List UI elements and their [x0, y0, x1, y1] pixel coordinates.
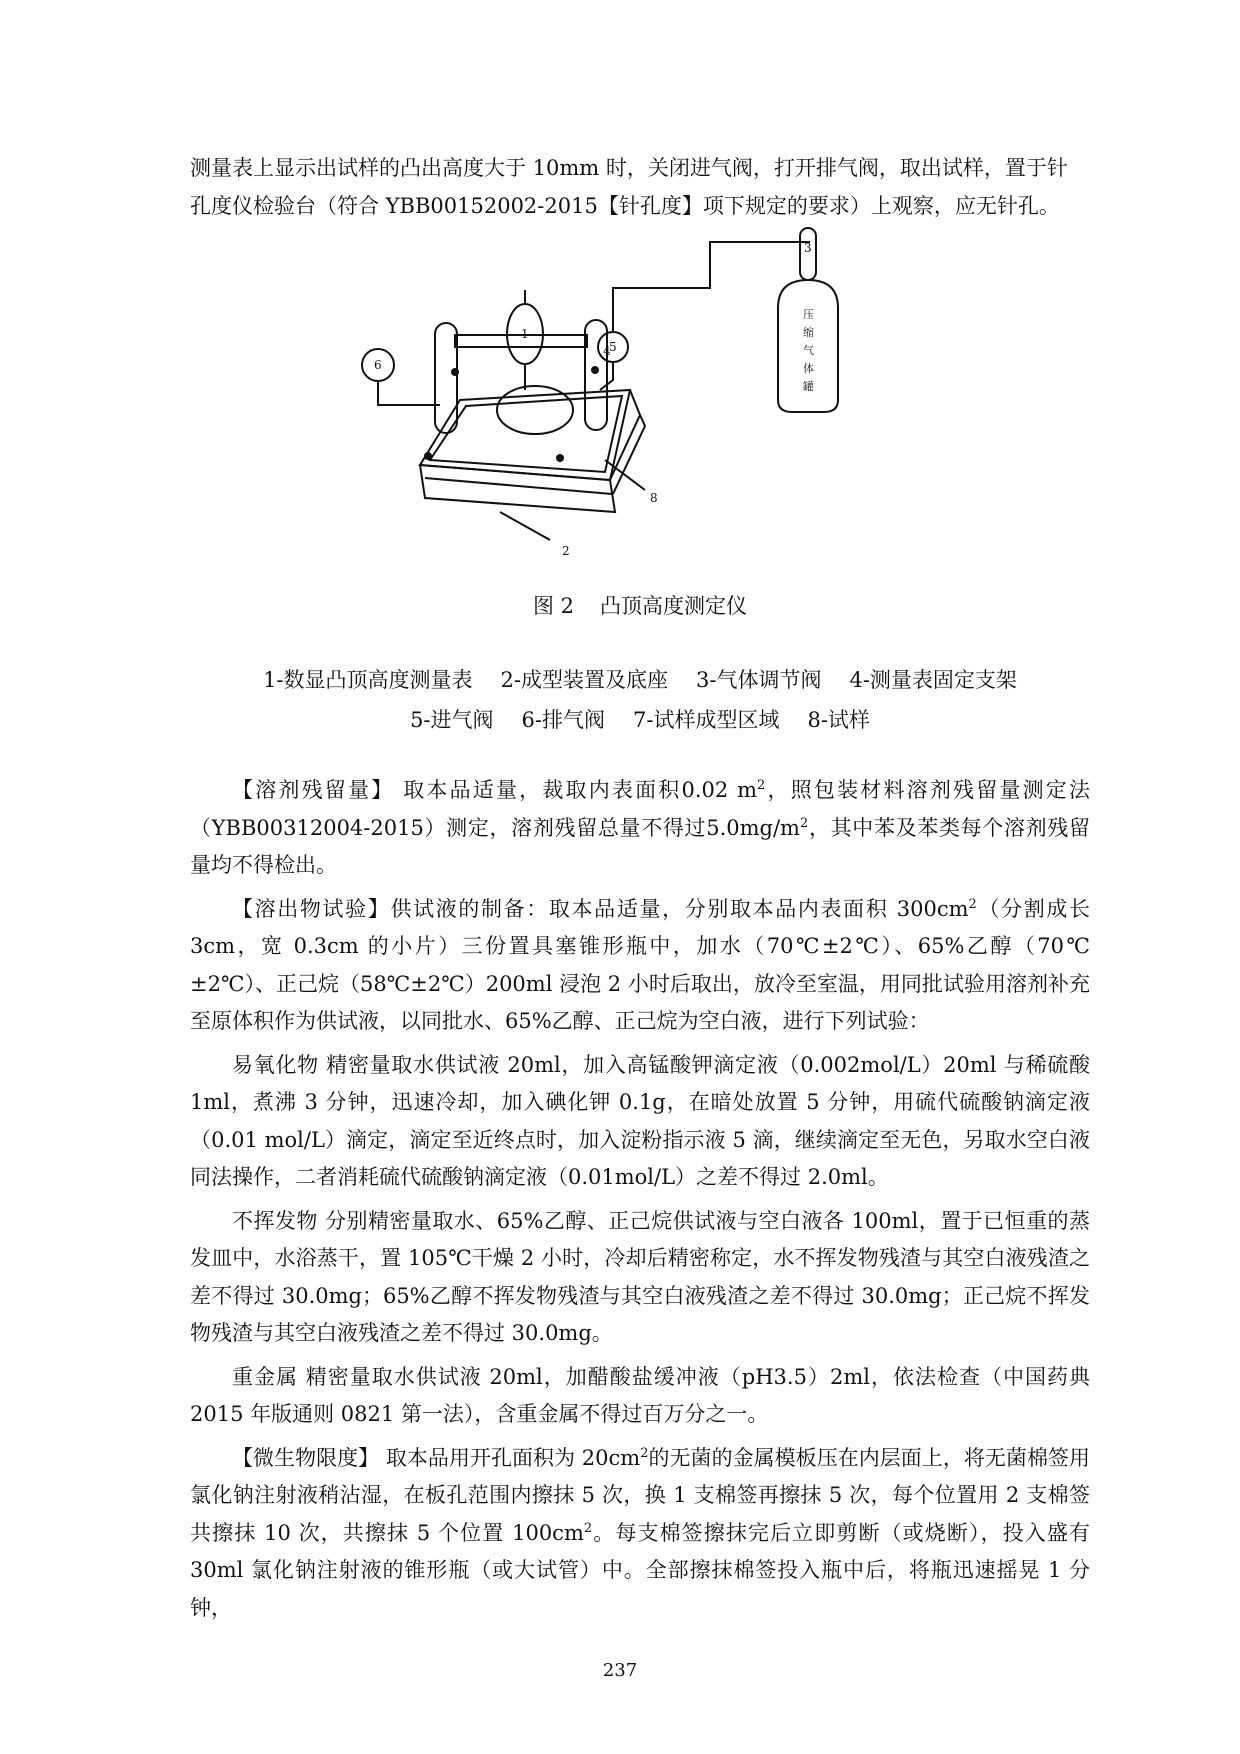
- solvent-text-d: ，其中苯及苯类每个溶剂残留量均: [190, 815, 1090, 877]
- legend-item: 3-气体调节阀: [696, 668, 822, 692]
- exhaust-pipe: [378, 381, 440, 405]
- heavy-metal-paragraph: 重金属 精密量取水供试液 20ml，加醋酸盐缓冲液（pH3.5）2ml，依法检查（中国药典 2015 年版通则 0821 第一法），含重金属不得过百万分之一。: [190, 1364, 1090, 1426]
- nonvolatile-paragraph: 不挥发物 分别精密量取水、65%乙醇、正己烷供试液与空白液各 100ml，置于已恒重的蒸发皿中，水浴蒸干，置 105℃干燥 2 小时，冷却后精密称定，水不挥发物残渣与其空白液残渣之差不得过 30.0mg；65%乙醇不挥发物残渣与其空白液残渣之差不得过 30.0mg；正己烷不挥发物残渣与其空白液残渣之差不得过 30.0mg。: [190, 1208, 1090, 1345]
- label-2: 2: [562, 544, 570, 558]
- oxidizable-paragraph: 易氧化物 精密量取水供试液 20ml，加入高锰酸钾滴定液（0.002mol/L）20ml 与稀硫酸 1ml，煮沸 3 分钟，迅速冷却，加入碘化钾 0.1g，在暗处放置 5 分钟，用硫代硫酸钠滴定液（0.01 mol/L）滴定，滴定至近终点时，加入淀粉指示液 5 滴，继续滴定至无色，另取水空白液同法操作，二者消耗硫代硫酸钠滴定液（0.01mol/L）之差不得过 2.0ml。: [190, 1052, 1090, 1189]
- legend-item: 8-试样: [807, 708, 870, 732]
- solvent-residue-paragraph: [190, 772, 1090, 885]
- apparatus-figure: [374, 241, 940, 570]
- label-1: 1: [521, 327, 529, 341]
- solvent-text-e: 不得检出。: [232, 853, 337, 877]
- label-4: 4: [603, 344, 611, 358]
- figure-caption: [190, 590, 1090, 622]
- label-8: 8: [650, 491, 658, 505]
- figure-legend: [190, 660, 1090, 740]
- apparatus-diagram: [374, 241, 940, 570]
- figure-title: 凸顶高度测定仪: [600, 594, 748, 618]
- microbe-text-c: 。每支棉签擦抹完后立即剪断（或烧断），投入盛有 30ml 氯化钠注射液的锥形瓶（或大试管）中。全部擦抹棉签投入瓶中后，将瓶迅速摇晃 1 分钟，: [190, 1520, 1090, 1620]
- body-text: [190, 772, 1090, 1627]
- legend-item: 4-测量表固定支架: [849, 668, 1017, 692]
- cylinder-char-5: 罐: [803, 380, 814, 393]
- label-5: 5: [609, 340, 617, 354]
- solvent-text-a: 【溶剂残留量】 取本品适量，裁取内表面积0.02 m: [232, 778, 758, 802]
- fastener-mark: [451, 368, 459, 376]
- legend-item: 7-试样成型区域: [633, 708, 780, 732]
- extract-text-b: （分割成长 3cm，宽 0.3cm 的小片）三份置具塞锥形瓶中，加水（70℃±2℃）、65%乙醇（70℃±2℃）、正己烷（58℃±2℃）200ml 浸泡 2 小时后取出，放冷至室温，用同批试验用溶剂补充至原体积作为供试液，以同批水、65%乙醇、正己烷为空白液，进行下列试验：: [190, 896, 1090, 1033]
- legend-row-1: [190, 660, 1090, 700]
- cylinder-char-1: 压: [803, 308, 814, 321]
- sample-ellipse: [497, 386, 573, 434]
- legend-item: 1-数显凸顶高度测量表: [263, 668, 473, 692]
- extractables-paragraph: [190, 891, 1090, 1041]
- legend-item: 2-成型装置及底座: [500, 668, 668, 692]
- microbe-text-b: 的无菌的金属模板压在内层面上，将无菌棉签用氯化钠注射液稍沾湿，在板孔范围内擦抹 5 次，换 1 支棉签再擦抹 5 次，每个位置用 2 支棉签共擦抹 10 次，共擦抹 5 个位置 100cm: [190, 1445, 1091, 1545]
- intro-line-1: 测量表上显示出试样的凸出高度大于 10mm 时，关闭进气阀，打开排气阀，取出试样，置于针: [190, 156, 1068, 180]
- gas-supply-pipe: [613, 242, 810, 332]
- tray-side-2: [613, 415, 645, 494]
- microbe-text-a: 【微生物限度】 取本品用开孔面积为 20cm: [232, 1445, 641, 1470]
- fastener-mark: [424, 452, 432, 460]
- solvent-text-c: （YBB00312004-2015）测定，溶剂残留总量不得过5.0mg/m: [190, 815, 800, 840]
- solvent-sup-2: 2: [799, 815, 809, 831]
- figure-number: 图 2: [532, 594, 575, 618]
- solvent-sup: 2: [757, 778, 766, 793]
- legend-item: 6-排气阀: [521, 708, 605, 732]
- leader-line-2: [500, 512, 550, 540]
- legend-row-2: [190, 700, 1090, 740]
- extract-text-a: 【溶出物试验】供试液的制备：取本品适量，分别取本品内表面积 300cm: [232, 896, 969, 921]
- left-support-column: [435, 323, 457, 433]
- label-3: 3: [804, 241, 812, 255]
- legend-item: 5-进气阀: [410, 708, 494, 732]
- microbe-sup-2: 2: [583, 1520, 593, 1536]
- label-6: 6: [374, 358, 382, 372]
- extract-sup: 2: [968, 896, 977, 912]
- microbe-sup-1: 2: [640, 1445, 649, 1461]
- fastener-mark: [556, 454, 564, 462]
- fastener-mark: [591, 366, 599, 374]
- cylinder-char-2: 缩: [803, 326, 814, 339]
- page-number: 237: [602, 1660, 638, 1681]
- microbial-limit-paragraph: [190, 1440, 1090, 1628]
- cylinder-char-4: 体: [803, 362, 814, 375]
- solvent-text-b: ，照包装材料溶剂残留量测定法: [765, 778, 1091, 802]
- intro-line-2: 孔度仪检验台（符合 YBB00152002-2015【针孔度】项下规定的要求）上观察，应无针孔。: [190, 193, 1060, 218]
- intro-paragraph: [190, 150, 1090, 225]
- cylinder-char-3: 气: [803, 344, 814, 357]
- base-plate-line: [425, 478, 612, 494]
